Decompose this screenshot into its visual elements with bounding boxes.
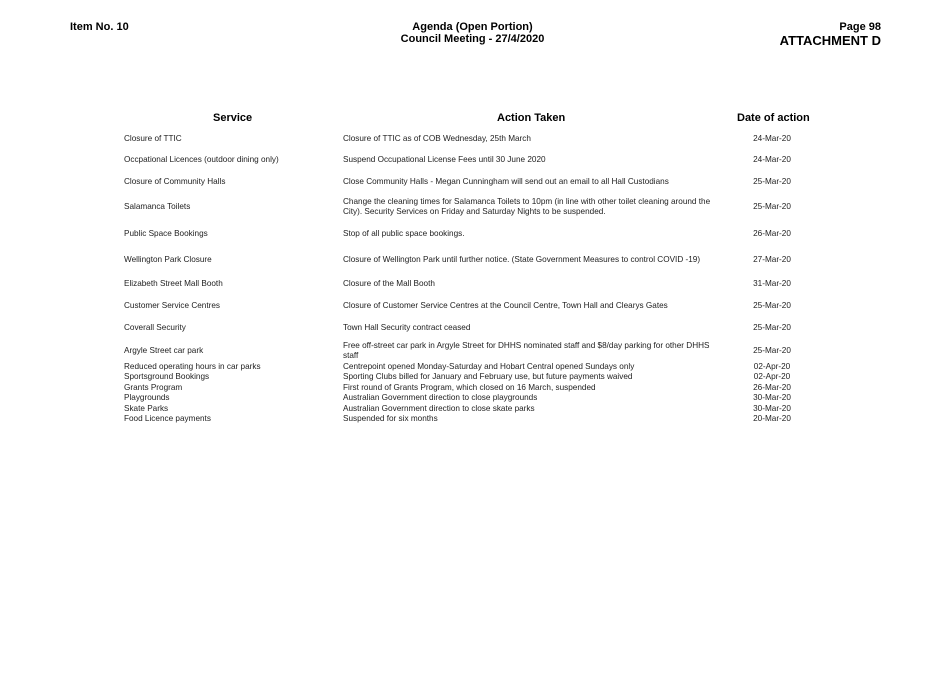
date-cell: 25-Mar-20 [753,202,791,211]
action-cell: Centrepoint opened Monday-Saturday and Hobart Central opened Sundays only [343,362,635,371]
service-cell: Grants Program [124,383,183,392]
service-cell: Wellington Park Closure [124,255,212,264]
service-cell: Argyle Street car park [124,346,204,355]
service-cell: Public Space Bookings [124,229,208,238]
date-cell: 24-Mar-20 [753,134,791,143]
service-cell: Closure of Community Halls [124,177,226,186]
service-cell: Occpational Licences (outdoor dining only) [124,155,279,164]
action-cell: Sporting Clubs billed for January and February use, but future payments waived [343,372,633,381]
date-cell: 30-Mar-20 [753,393,791,402]
action-cell: Stop of all public space bookings. [343,229,465,238]
action-cell: Change the cleaning times for Salamanca Toilets to 10pm (in line with other toilet cleaning around the City). Security Services on Friday and Saturday Nights to be suspended. [343,197,711,216]
action-cell: Free off-street car park in Argyle Street for DHHS nominated staff and $8/day parking for other DHHS staff [343,341,710,360]
service-cell: Playgrounds [124,393,170,402]
action-cell: Suspend Occupational License Fees until 30 June 2020 [343,155,546,164]
date-cell: 24-Mar-20 [753,155,791,164]
date-cell: 20-Mar-20 [753,414,791,423]
date-cell: 27-Mar-20 [753,255,791,264]
service-cell: Salamanca Toilets [124,202,191,211]
action-cell: Suspended for six months [343,414,438,423]
date-cell: 30-Mar-20 [753,404,791,413]
date-cell: 26-Mar-20 [753,383,791,392]
date-cell: 25-Mar-20 [753,301,791,310]
service-cell: Food Licence payments [124,414,211,423]
action-cell: Closure of Wellington Park until further notice. (State Government Measures to control COVID -19) [343,255,701,264]
date-cell: 31-Mar-20 [753,279,791,288]
service-cell: Customer Service Centres [124,301,221,310]
title-line-1: Agenda (Open Portion) [412,21,533,33]
action-cell: Close Community Halls - Megan Cunningham will send out an email to all Hall Custodians [343,177,669,186]
column-header-service: Service [213,112,253,124]
date-cell: 25-Mar-20 [753,346,791,355]
service-cell: Coverall Security [124,323,186,332]
date-cell: 02-Apr-20 [753,362,791,371]
service-cell: Elizabeth Street Mall Booth [124,279,223,288]
service-cell: Sportsground Bookings [124,372,210,381]
action-cell: Closure of Customer Service Centres at the Council Centre, Town Hall and Clearys Gates [343,301,668,310]
service-cell: Closure of TTIC [124,134,182,143]
date-cell: 26-Mar-20 [753,229,791,238]
title-line-2: Council Meeting - 27/4/2020 [400,33,545,45]
item-number: Item No. 10 [70,21,129,33]
service-cell: Reduced operating hours in car parks [124,362,261,371]
column-header-action: Action Taken [497,112,566,124]
column-header-date: Date of action [737,112,810,124]
page-info [780,21,881,48]
action-cell: Australian Government direction to close playgrounds [343,393,538,402]
action-cell: Closure of the Mall Booth [343,279,435,288]
action-cell: Australian Government direction to close skate parks [343,404,535,413]
page-number: Page 98 [839,21,881,33]
document-title [300,21,645,45]
date-cell: 25-Mar-20 [753,177,791,186]
date-cell: 25-Mar-20 [753,323,791,332]
action-cell: Town Hall Security contract ceased [343,323,471,332]
attachment-label: ATTACHMENT D [779,33,881,48]
action-cell: Closure of TTIC as of COB Wednesday, 25th March [343,134,531,143]
date-cell: 02-Apr-20 [753,372,791,381]
service-cell: Skate Parks [124,404,169,413]
action-cell: First round of Grants Program, which closed on 16 March, suspended [343,383,596,392]
